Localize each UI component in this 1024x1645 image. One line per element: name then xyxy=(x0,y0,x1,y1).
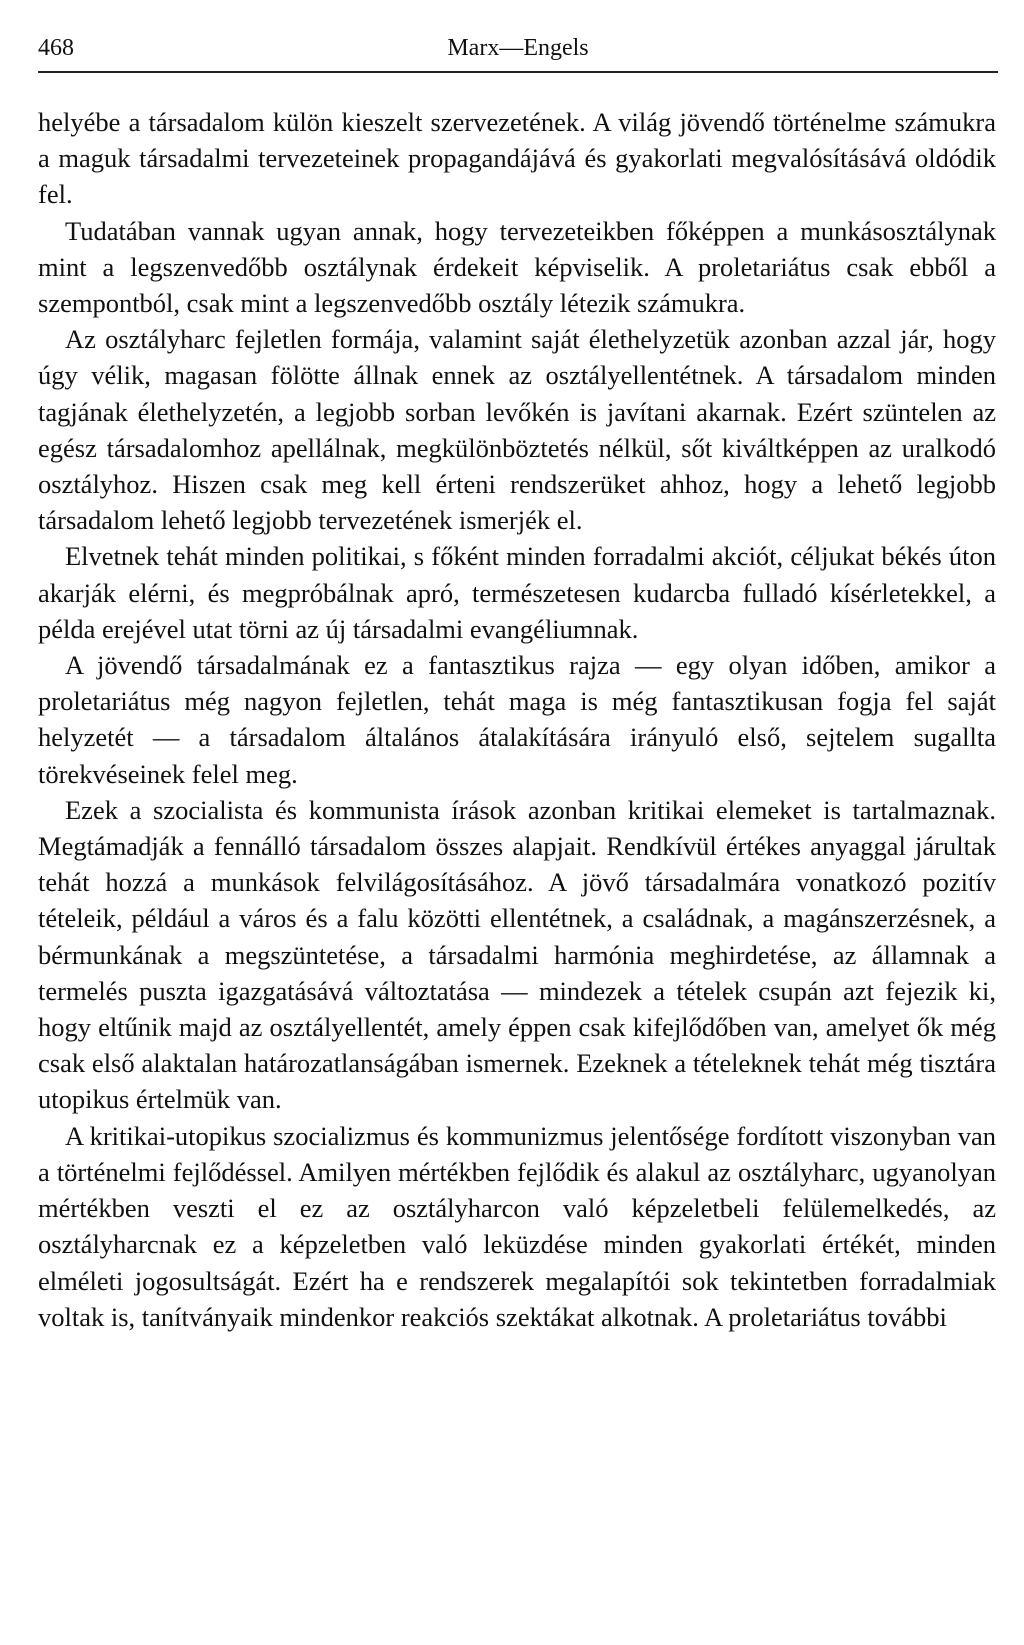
paragraph: Ezek a szocialista és kommunista írások azonban kritikai elemeket is tartalmaznak. Megtámadják a fennálló társadalom összes alapjait. Rendkívül értékes anyaggal járultak tehát hozzá a munkások felvilágosításához. A jövő társadalmára vonatkozó pozitív tételeik, például a város és a falu közötti ellentétnek, a családnak, a magánszerzésnek, a bérmunkának a megszüntetése, a társadalmi harmónia meghirdetése, az államnak a termelés puszta igazgatásává változtatása — mindezek a tételek csupán azt fejezik ki, hogy eltűnik majd az osztályellentét, amely éppen csak kifejlődőben van, amelyet ők még csak első alaktalan határozatlanságában ismernek. Ezeknek a tételeknek tehát még tisztára utopikus értelmük van. xyxy=(38,794,996,1115)
running-title: Marx—Engels xyxy=(447,35,589,61)
paragraph: helyébe a társadalom külön kieszelt szervezetének. A világ jövendő történelme számukra a maguk társadalmi tervezeteinek propagandájává és gyakorlati megvalósításává oldódik fel. xyxy=(38,107,996,210)
paragraph: Tudatában vannak ugyan annak, hogy tervezeteikben főképpen a munkásosztálynak mint a legszenvedőbb osztálynak érdekeit képviselik. A proletariátus csak ebből a szempontból, csak mint a legszenvedőbb osztály létezik számukra. xyxy=(38,215,996,319)
body-text xyxy=(38,104,996,1335)
header-rule xyxy=(38,71,998,73)
paragraph: Elvetnek tehát minden politikai, s főként minden forradalmi akciót, céljukat békés úton akarják elérni, és megpróbálnak apró, természetesen kudarcba fulladó kísérletekkel, a példa erejével utat törni az új társadalmi evangéliumnak. xyxy=(38,541,996,644)
paragraph: Az osztályharc fejletlen formája, valamint saját élethelyzetük azonban azzal jár, hogy úgy vélik, magasan fölötte állnak ennek az osztályellentétnek. A társadalom minden tagjának élethelyzetén, a legjobb sorban levőkén is javítani akarnak. Ezért szüntelen az egész társadalomhoz apellálnak, megkülönböztetés nélkül, sőt kiváltképpen az uralkodó osztályhoz. Hiszen csak meg kell érteni rendszerüket ahhoz, hogy a lehető legjobb társadalom lehető legjobb tervezetének ismerjék el. xyxy=(38,324,996,536)
page-number: 468 xyxy=(38,35,74,61)
paragraph: A kritikai-utopikus szocializmus és kommunizmus jelentősége fordított viszonyban van a történelmi fejlődéssel. Amilyen mértékben fejlődik és alakul az osztályharc, ugyanolyan mértékben veszti el ez az osztályharcon való képzeletbeli felülemelkedés, az osztályharcnak ez a képzeletben való leküzdése minden gyakorlati értékét, minden elméleti jogosultságát. Ezért ha e rendszerek megalapítói sok tekintetben forradalmiak voltak is, tanítványaik mindenkor reakciós szektákat alkotnak. A proletariátus további xyxy=(38,1120,996,1332)
paragraph: A jövendő társadalmának ez a fantasztikus rajza — egy olyan időben, amikor a proletariátus még nagyon fejletlen, tehát maga is még fantasztikusan fogja fel saját helyzetét — a társadalom általános átalakítására irányuló első, sejtelem sugallta törekvéseinek felel meg. xyxy=(38,650,996,789)
running-head xyxy=(38,30,998,66)
